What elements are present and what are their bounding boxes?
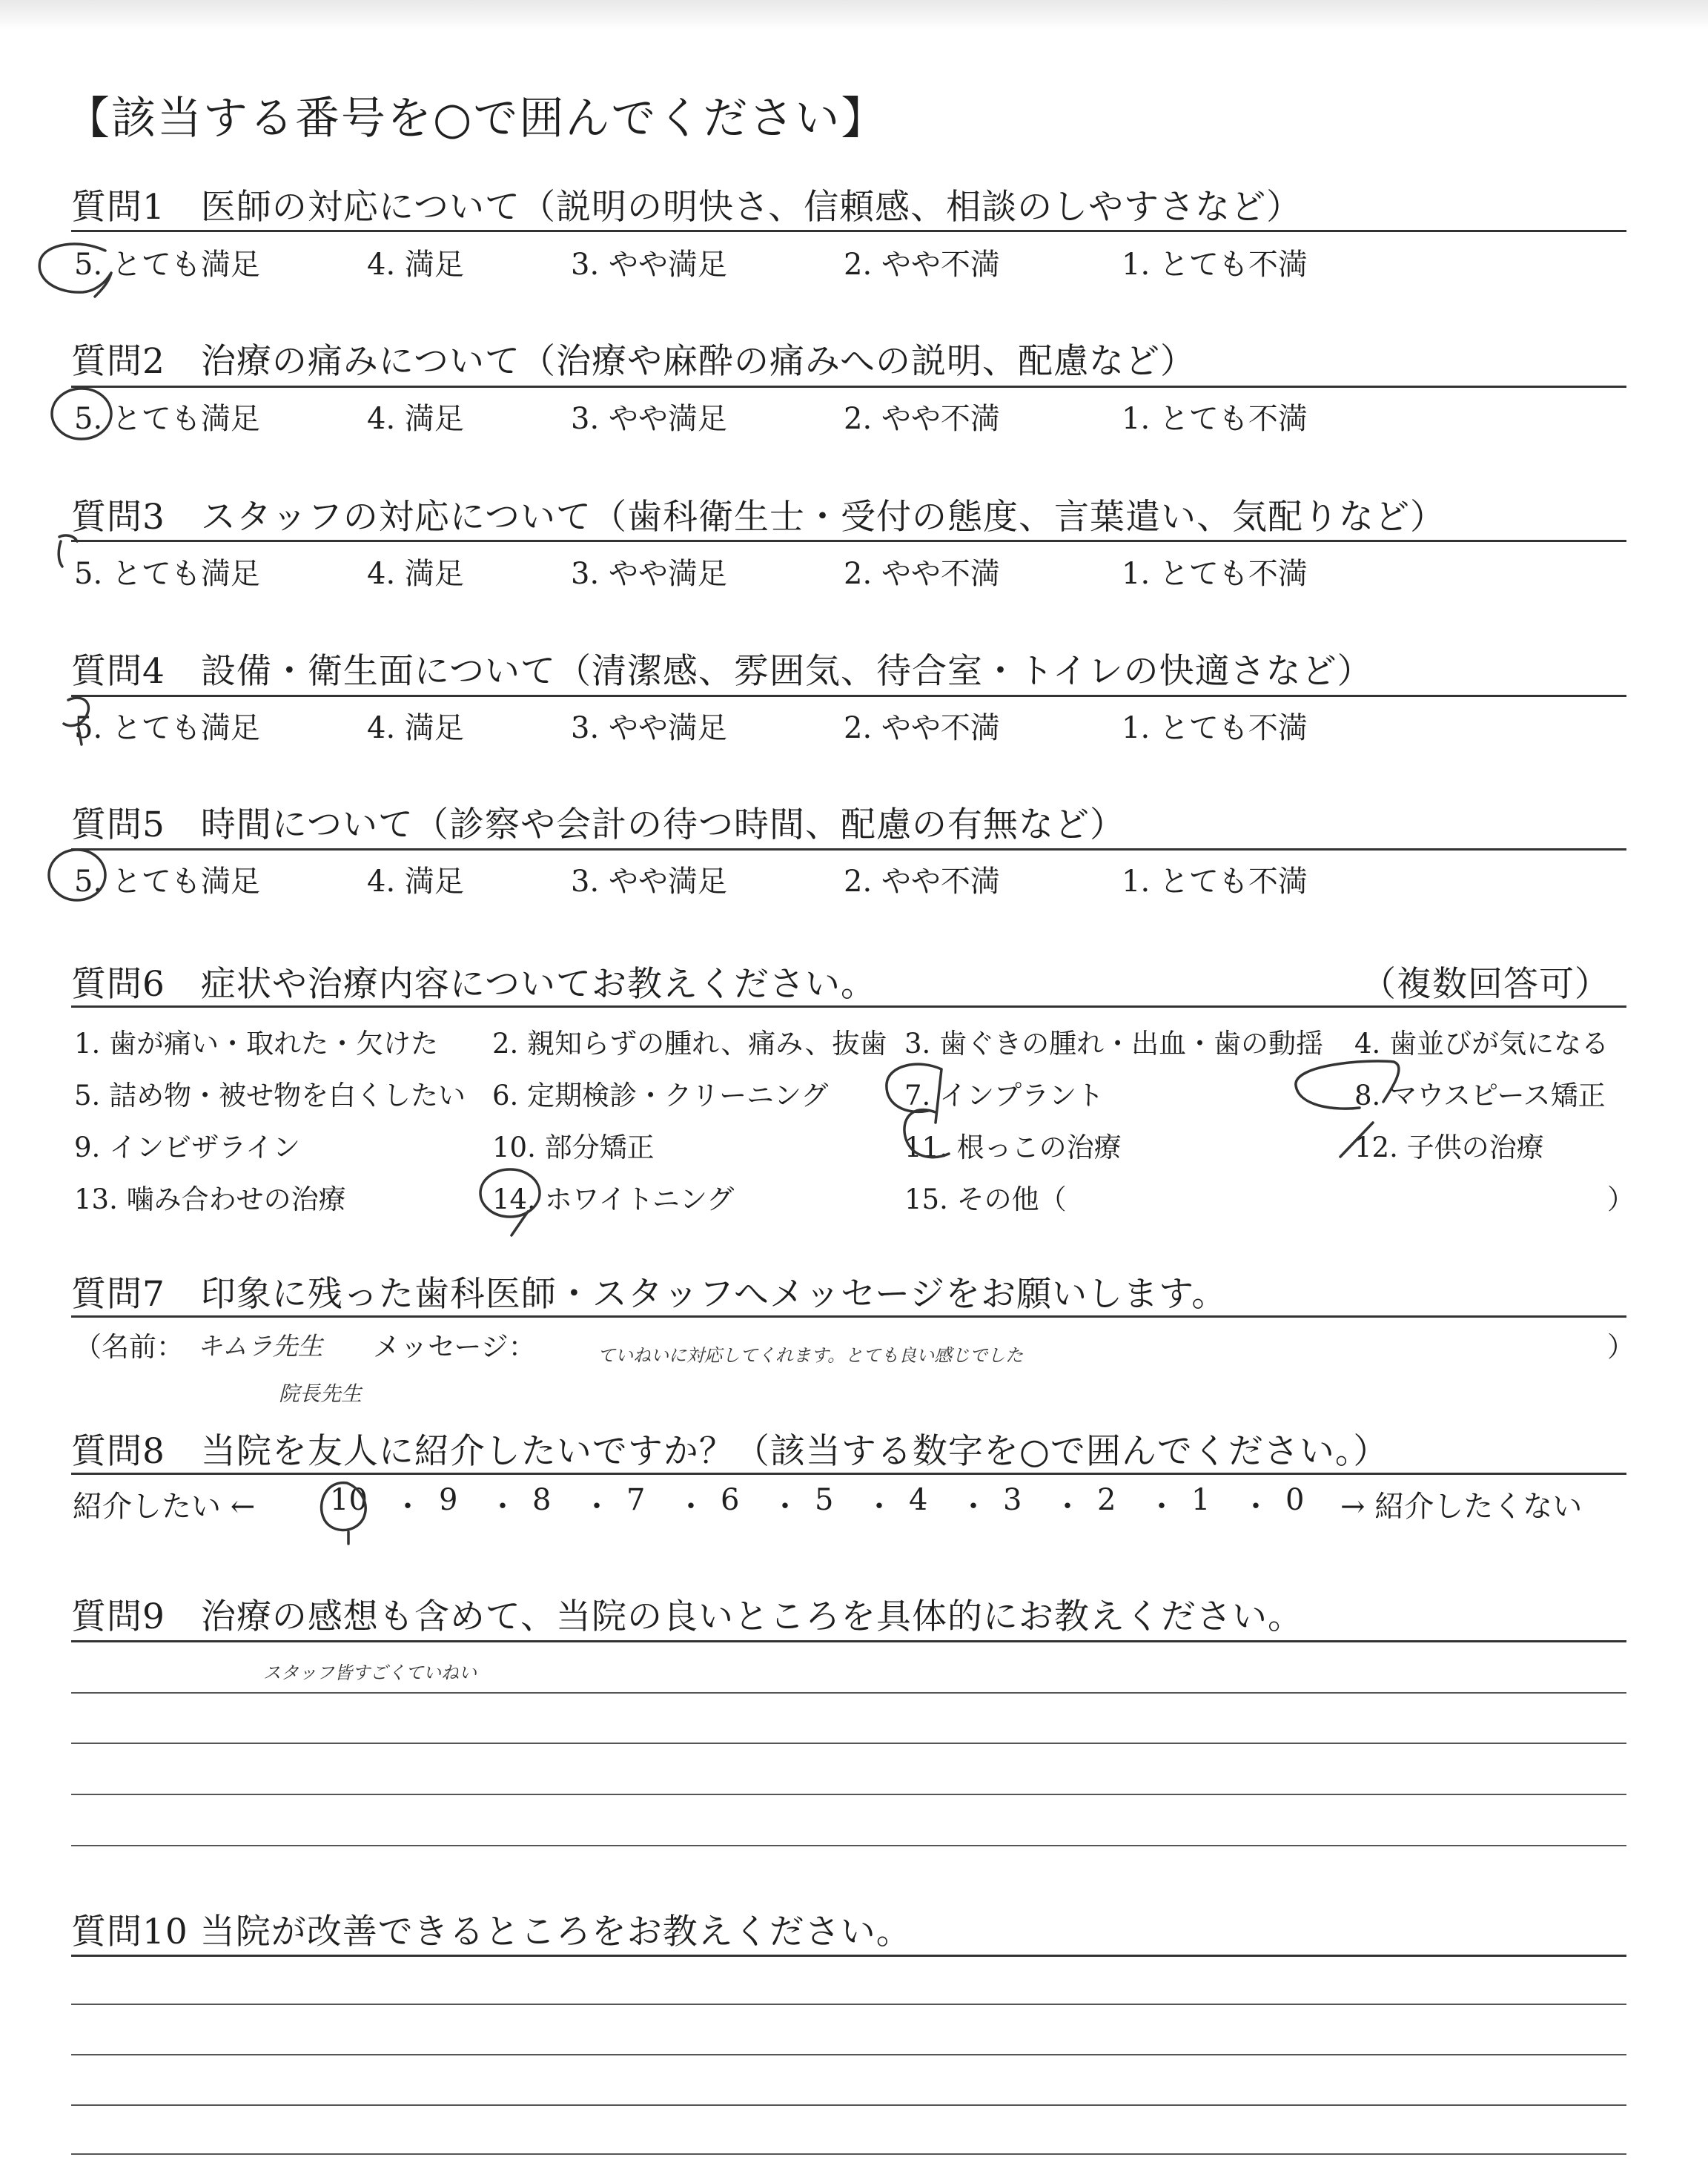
- q5-option-5[interactable]: 5. とても満足: [74, 865, 260, 899]
- q4-option-5[interactable]: 5. とても満足: [74, 711, 260, 745]
- q3-option-5[interactable]: 5. とても満足: [74, 557, 260, 591]
- q8-dot: ・: [959, 1490, 988, 1524]
- q7-handwritten-message: ていねいに対応してくれます。とても良い感じでした: [598, 1345, 1024, 1366]
- q8-right-label: → 紹介したくない: [1340, 1490, 1583, 1524]
- q8-score-5[interactable]: 5: [815, 1483, 834, 1517]
- q6-item-4[interactable]: 4. 歯並びが気になる: [1354, 1028, 1609, 1060]
- q6-multi-note: （複数回答可）: [1361, 964, 1610, 1005]
- q5-option-3[interactable]: 3. やや満足: [571, 865, 727, 899]
- q4-option-4[interactable]: 4. 満足: [367, 711, 464, 745]
- q3-option-2[interactable]: 2. やや不満: [844, 557, 1000, 591]
- q8-left-label: 紹介したい ←: [73, 1490, 256, 1524]
- q3-option-1[interactable]: 1. とても不満: [1122, 557, 1308, 591]
- q6-item-15-close: ）: [1607, 1183, 1635, 1215]
- q5-option-1[interactable]: 1. とても不満: [1122, 865, 1308, 899]
- q3-option-4[interactable]: 4. 満足: [367, 557, 464, 591]
- q9-heading: 質問9 治療の感想も含めて、当院の良いところを具体的にお教えください。: [71, 1596, 1303, 1637]
- q6-item-7-circle: [887, 1064, 941, 1123]
- q6-item-1[interactable]: 1. 歯が痛い・取れた・欠けた: [74, 1028, 439, 1060]
- q8-score-1[interactable]: 1: [1191, 1483, 1211, 1517]
- q6-item-8-circle: [1296, 1061, 1399, 1109]
- q1-option-2[interactable]: 2. やや不満: [844, 248, 1000, 282]
- q1-heading: 質問1 医師の対応について（説明の明快さ、信頼感、相談のしやすさなど）: [71, 187, 1302, 228]
- q6-item-2[interactable]: 2. 親知らずの腫れ、痛み、抜歯: [492, 1028, 887, 1060]
- q5-heading: 質問5 時間について（診察や会計の待つ時間、配慮の有無など）: [71, 805, 1125, 845]
- q8-dot: ・: [676, 1490, 706, 1524]
- q6-item-6[interactable]: 6. 定期検診・クリーニング: [492, 1080, 829, 1112]
- q4-answer-mark: [64, 698, 88, 744]
- q2-option-4[interactable]: 4. 満足: [367, 402, 464, 436]
- q8-dot: ・: [582, 1490, 612, 1524]
- q6-item-3[interactable]: 3. 歯ぐきの腫れ・出血・歯の動揺: [904, 1028, 1324, 1060]
- q8-score-9[interactable]: 9: [439, 1483, 458, 1517]
- q6-item-5[interactable]: 5. 詰め物・被せ物を白くしたい: [74, 1080, 466, 1112]
- q9-handwritten-answer: スタッフ皆すごくていねい: [263, 1662, 477, 1683]
- q8-dot: ・: [864, 1490, 894, 1524]
- q4-option-2[interactable]: 2. やや不満: [844, 711, 1000, 745]
- q8-dot: ・: [1241, 1490, 1271, 1524]
- q6-item-9[interactable]: 9. インビザライン: [74, 1132, 300, 1163]
- q7-message-label: メッセージ：: [373, 1331, 536, 1363]
- q2-option-5[interactable]: 5. とても満足: [74, 402, 260, 436]
- q8-dot: ・: [1147, 1490, 1176, 1524]
- q8-score-3[interactable]: 3: [1003, 1483, 1022, 1517]
- q6-item-15[interactable]: 15. その他（: [904, 1183, 1067, 1215]
- q6-item-8[interactable]: 8. マウスピース矯正: [1354, 1080, 1606, 1112]
- q1-option-4[interactable]: 4. 満足: [367, 248, 464, 282]
- q6-heading: 質問6 症状や治療内容についてお教えください。: [71, 964, 876, 1005]
- q2-heading: 質問2 治療の痛みについて（治療や麻酔の痛みへの説明、配慮など）: [71, 341, 1196, 382]
- q7-heading: 質問7 印象に残った歯科医師・スタッフへメッセージをお願いします。: [71, 1274, 1228, 1315]
- q1-answer-circle: [39, 244, 111, 297]
- q1-option-3[interactable]: 3. やや満足: [571, 248, 727, 282]
- q7-name-label: （名前：: [74, 1331, 184, 1363]
- q6-item-11-circle: [904, 1110, 949, 1157]
- q8-score-7[interactable]: 7: [626, 1483, 646, 1517]
- q8-score-0[interactable]: 0: [1285, 1483, 1305, 1517]
- q8-dot: ・: [770, 1490, 800, 1524]
- q6-item-14-circle: [480, 1169, 540, 1217]
- q4-option-3[interactable]: 3. やや満足: [571, 711, 727, 745]
- q5-option-4[interactable]: 4. 満足: [367, 865, 464, 899]
- q4-heading: 質問4 設備・衛生面について（清潔感、雰囲気、待合室・トイレの快適さなど）: [71, 651, 1373, 692]
- q10-heading: 質問10 当院が改善できるところをお教えください。: [71, 1912, 912, 1952]
- form-title: 【該当する番号を○で囲んでください】: [65, 93, 887, 145]
- q8-score-6[interactable]: 6: [721, 1483, 740, 1517]
- q3-answer-mark: [59, 535, 77, 567]
- q2-option-2[interactable]: 2. やや不満: [844, 402, 1000, 436]
- q8-score-2[interactable]: 2: [1097, 1483, 1116, 1517]
- q6-item-7[interactable]: 7. インプラント: [904, 1080, 1105, 1112]
- q5-answer-circle: [49, 850, 105, 900]
- q8-dot: ・: [393, 1490, 423, 1524]
- q2-option-3[interactable]: 3. やや満足: [571, 402, 727, 436]
- q7-handwritten-name-2: 院長先生: [279, 1381, 363, 1406]
- q6-item-14[interactable]: 14. ホワイトニング: [492, 1183, 735, 1215]
- q8-score-8[interactable]: 8: [532, 1483, 552, 1517]
- q5-option-2[interactable]: 2. やや不満: [844, 865, 1000, 899]
- q6-item-10[interactable]: 10. 部分矯正: [492, 1132, 655, 1163]
- q3-heading: 質問3 スタッフの対応について（歯科衛生士・受付の態度、言葉遣い、気配りなど）: [71, 497, 1446, 538]
- q8-score-10-circle: [322, 1483, 366, 1544]
- q7-handwritten-name: キムラ先生: [197, 1332, 323, 1361]
- q8-dot: ・: [488, 1490, 517, 1524]
- q7-close-paren: ）: [1607, 1331, 1635, 1363]
- q8-dot: ・: [1053, 1490, 1082, 1524]
- q6-item-12[interactable]: 12. 子供の治療: [1354, 1132, 1544, 1163]
- q6-item-12-mark: [1340, 1123, 1373, 1157]
- q3-option-3[interactable]: 3. やや満足: [571, 557, 727, 591]
- q6-item-11[interactable]: 11. 根っこの治療: [904, 1132, 1122, 1163]
- q1-option-1[interactable]: 1. とても不満: [1122, 248, 1308, 282]
- q2-answer-circle: [52, 389, 111, 439]
- q8-heading: 質問8 当院を友人に紹介したいですか？（該当する数字を○で囲んでください。）: [71, 1431, 1389, 1472]
- q6-item-13[interactable]: 13. 噛み合わせの治療: [74, 1183, 346, 1215]
- q8-score-10[interactable]: 10: [330, 1483, 368, 1517]
- q2-option-1[interactable]: 1. とても不満: [1122, 402, 1308, 436]
- q8-score-4[interactable]: 4: [909, 1483, 928, 1517]
- q4-option-1[interactable]: 1. とても不満: [1122, 711, 1308, 745]
- q1-option-5[interactable]: 5. とても満足: [74, 248, 260, 282]
